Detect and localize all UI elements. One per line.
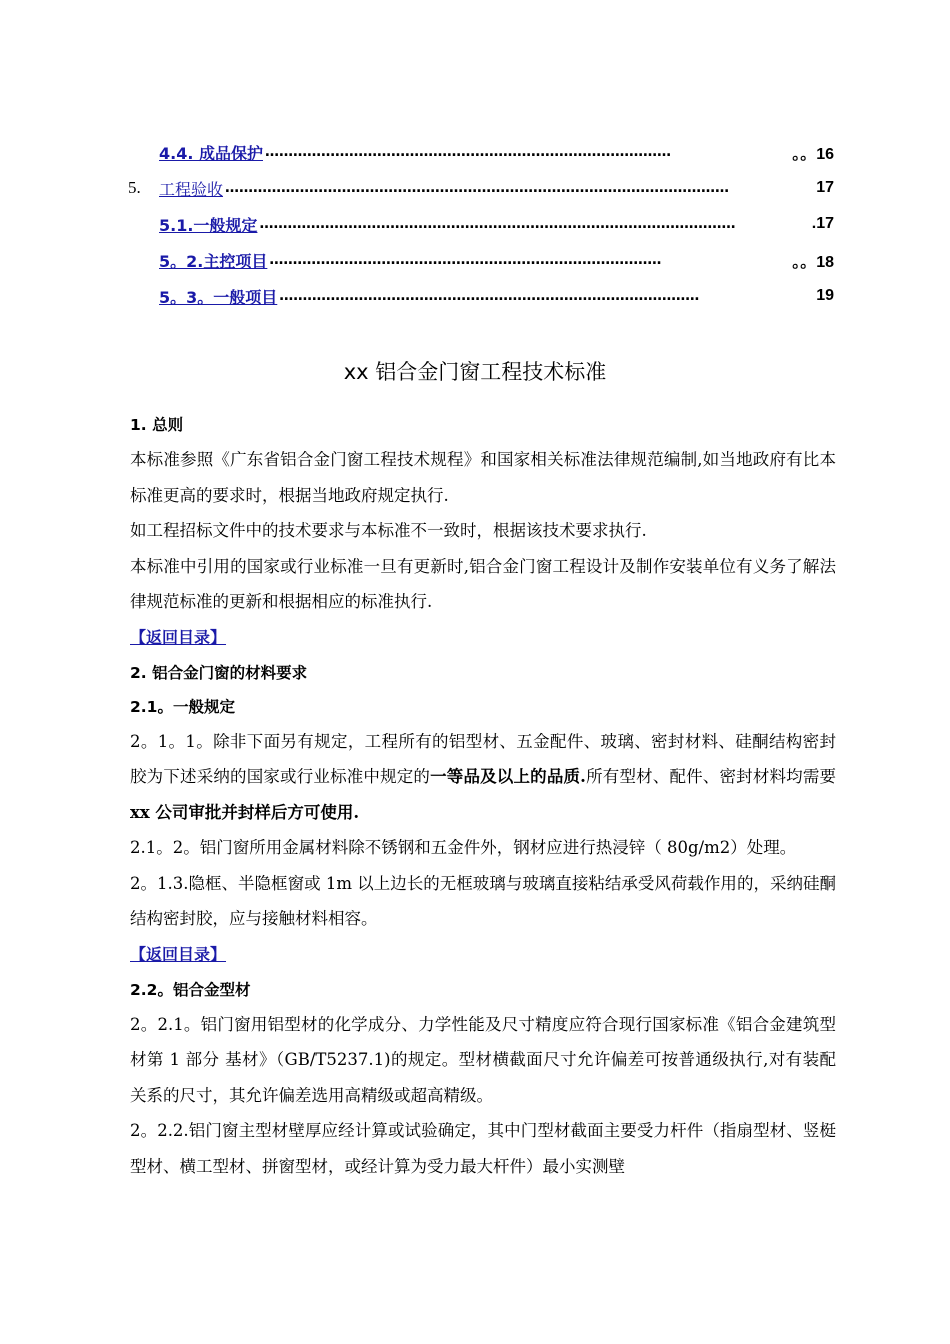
toc-entry[interactable] — [128, 242, 834, 278]
paragraph: 本标准参照《广东省铝合金门窗工程技术规程》和国家相关标准法律规范编制,如当地政府有比本标准更高的要求时，根据当地政府规定执行. — [130, 450, 836, 505]
paragraph: 如工程招标文件中的技术要求与本标准不一致时，根据该技术要求执行. — [130, 521, 647, 540]
document-title: xx 铝合金门窗工程技术标准 — [343, 360, 607, 384]
section-heading: 2. 铝合金门窗的材料要求 — [130, 663, 308, 682]
toc-link[interactable]: 5。3。一般项目 — [159, 287, 278, 307]
toc-page-number: 。。16 — [792, 145, 834, 163]
toc-link[interactable]: 5.1.一般规定 — [159, 215, 258, 235]
toc-leader-dots: …………………………………………………………………………… — [265, 144, 671, 160]
back-to-toc-link[interactable]: 【返回目录】 — [130, 627, 227, 647]
toc-entry[interactable] — [128, 134, 834, 170]
toc-page-number: 。。18 — [792, 253, 834, 271]
paragraph: 2。2.1。铝门窗用铝型材的化学成分、力学性能及尺寸精度应符合现行国家标准《铝合金建筑型材第 1 部分 基材》（GB/T5237.1)的规定。型材横截面尺寸允许偏差可按普通级执行,对有装配关系的尺寸，其允许偏差选用高精级或超高精级。 — [130, 1014, 836, 1105]
toc-link[interactable]: 5。2.主控项目 — [159, 251, 268, 271]
section-heading: 1. 总则 — [130, 416, 184, 434]
subsection-heading: 2.2。铝合金型材 — [130, 980, 251, 999]
paragraph: 本标准中引用的国家或行业标准一旦有更新时,铝合金门窗工程设计及制作安装单位有义务了解法律规范标准的更新和根据相应的标准执行. — [130, 556, 836, 611]
toc-entry[interactable] — [128, 170, 834, 206]
toc-page-number: .17 — [811, 215, 834, 232]
toc-number: 5. — [128, 178, 141, 197]
toc-page-number: 19 — [816, 287, 834, 304]
toc-link[interactable]: 工程验收 — [159, 179, 224, 199]
toc-link[interactable]: 4.4. 成品保护 — [159, 143, 263, 163]
paragraph — [130, 724, 836, 831]
emphasis-text: xx 公司审批并封样后方可使用. — [130, 802, 360, 822]
toc-entry[interactable] — [128, 206, 834, 242]
paragraph: 2.1。2。铝门窗所用金属材料除不锈钢和五金件外，钢材应进行热浸锌（ 80g/m2）处理。 — [130, 838, 797, 857]
toc-leader-dots: ……………………………………………………………………………………………… — [225, 180, 730, 196]
toc-leader-dots: ………………………………………………………………………………………… — [259, 216, 736, 232]
back-to-toc-link[interactable]: 【返回目录】 — [130, 944, 227, 964]
toc-entry[interactable] — [128, 278, 834, 314]
emphasis-text: 一等品及以上的品质. — [430, 767, 586, 786]
paragraph: 2。2.2.铝门窗主型材壁厚应经计算或试验确定，其中门型材截面主要受力杆件（指扇型材、竖梃型材、横工型材、拼窗型材，或经计算为受力最大杆件）最小实测壁 — [130, 1121, 836, 1176]
paragraph: 2。1.3.隐框、半隐框窗或 1m 以上边长的无框玻璃与玻璃直接粘结承受风荷载作用的，采纳硅酮结构密封胶，应与接触材料相容。 — [130, 873, 836, 928]
paragraph-text: 所有型材、配件、密封材料均需要 — [585, 767, 837, 786]
toc-leader-dots: ……………………………………………………………………………… — [279, 288, 700, 304]
table-of-contents — [128, 134, 834, 314]
subsection-heading: 2.1。一般规定 — [130, 697, 235, 716]
toc-leader-dots: ………………………………………………………………………… — [269, 252, 662, 268]
document-body — [130, 408, 836, 1184]
paragraph-text: 2。1。1。除非下面另有规定，工程所有的铝型材、五金配件、玻璃、密封材料、硅酮结构密封胶为下述采纳的国家或行业标准中规定的 — [130, 731, 836, 786]
toc-page-number: 17 — [816, 179, 834, 196]
